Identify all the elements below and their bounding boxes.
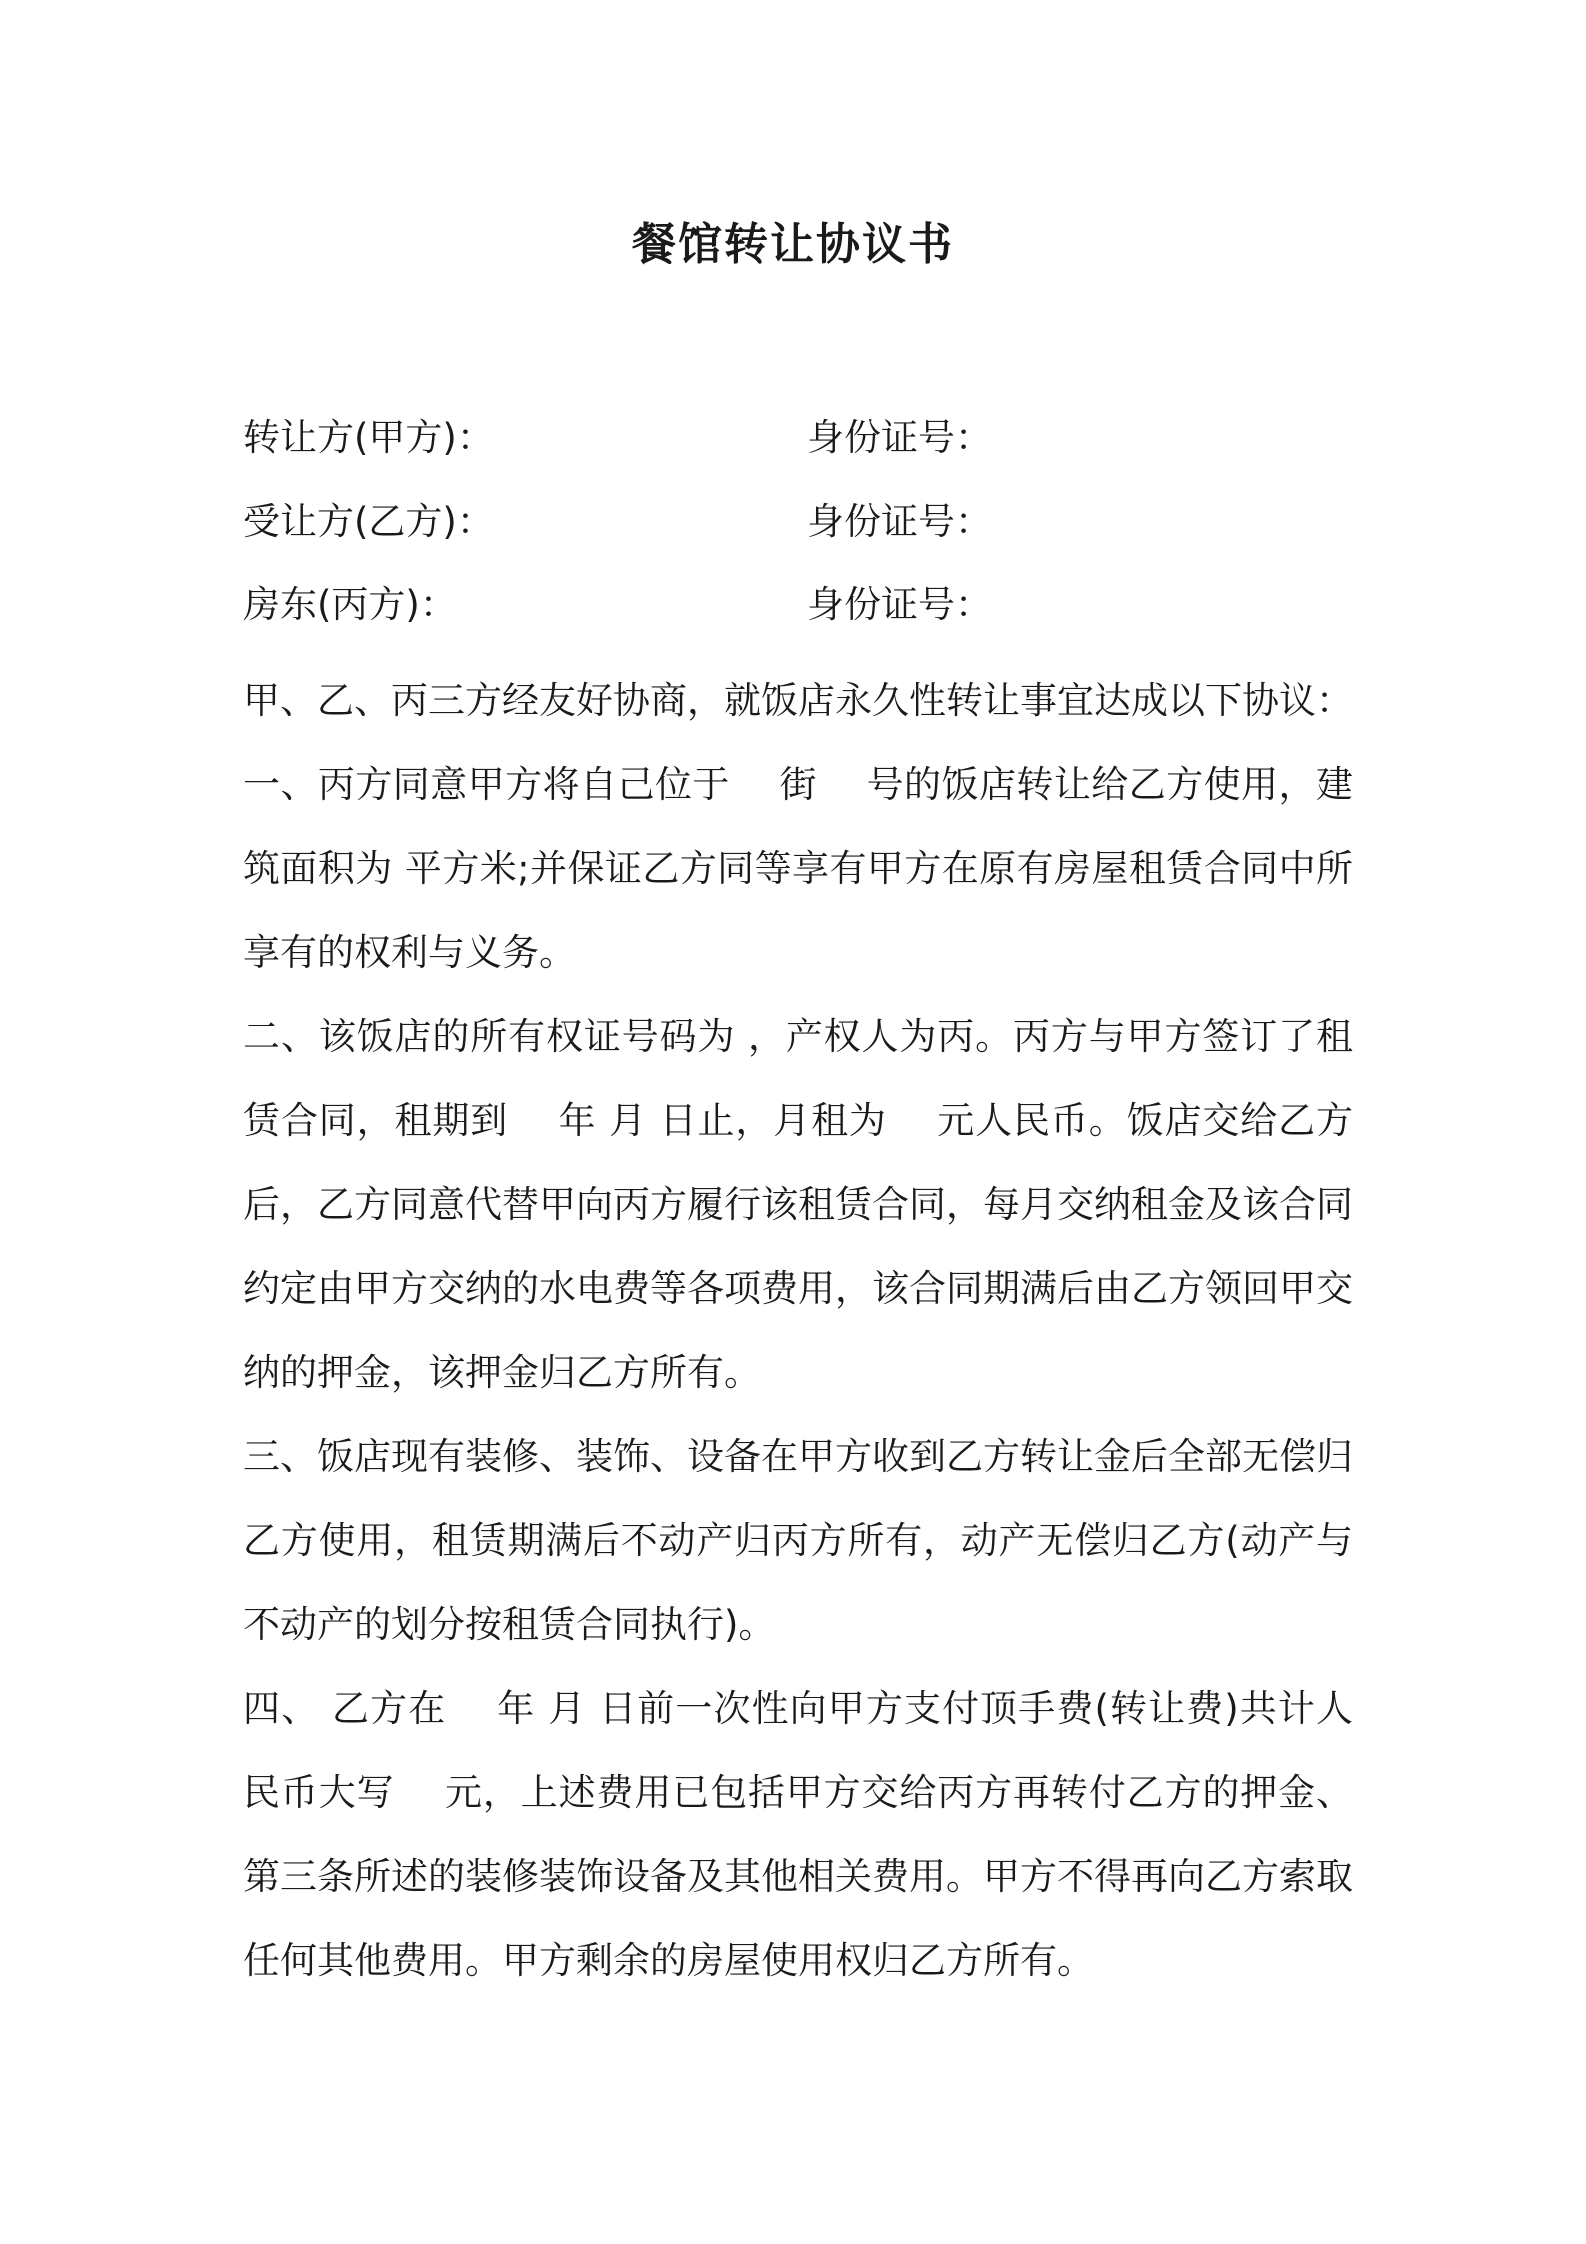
transferor-label: 转让方(甲方)： bbox=[243, 416, 494, 459]
transferee-id-label: 身份证号： bbox=[807, 500, 992, 543]
clause-four: 四、 乙方在 年 月 日前一次性向甲方支付顶手费(转让费)共计人民币大写 元，上述费用已包括甲方交给丙方再转付乙方的押金、第三条所述的装修装饰设备及其他相关费用。甲方不得再向乙方索取任何其他费用。甲方剩余的房屋使用权归乙方所有。 bbox=[243, 1687, 1353, 1982]
transferor-id-label: 身份证号： bbox=[807, 416, 992, 459]
transferee-label: 受让方(乙方)： bbox=[243, 500, 494, 543]
document-title: 餐馆转让协议书 bbox=[632, 219, 954, 270]
agreement-body bbox=[243, 659, 1353, 2003]
clause-one: 一、丙方同意甲方将自己位于 街 号的饭店转让给乙方使用，建筑面积为 平方米;并保证乙方同等享有甲方在原有房屋租赁合同中所享有的权利与义务。 bbox=[243, 763, 1353, 974]
clause-two: 二、该饭店的所有权证号码为 ，产权人为丙。丙方与甲方签订了租赁合同，租期到 年 月 日止，月租为 元人民币。饭店交给乙方后，乙方同意代替甲向丙方履行该租赁合同，每月交纳租金及该合同约定由甲方交纳的水电费等各项费用，该合同期满后由乙方领回甲交纳的押金，该押金归乙方所有。 bbox=[243, 1015, 1353, 1394]
landlord-label: 房东(丙方)： bbox=[243, 583, 457, 626]
landlord-id-label: 身份证号： bbox=[807, 583, 992, 626]
clause-three: 三、饭店现有装修、装饰、设备在甲方收到乙方转让金后全部无偿归乙方使用，租赁期满后不动产归丙方所有，动产无偿归乙方(动产与不动产的划分按租赁合同执行)。 bbox=[243, 1435, 1353, 1646]
party-row-transferee bbox=[243, 492, 1363, 552]
intro-paragraph: 甲、乙、丙三方经友好协商，就饭店永久性转让事宜达成以下协议： bbox=[243, 679, 1353, 722]
party-row-landlord bbox=[243, 575, 1363, 635]
party-row-transferor bbox=[243, 408, 1363, 468]
